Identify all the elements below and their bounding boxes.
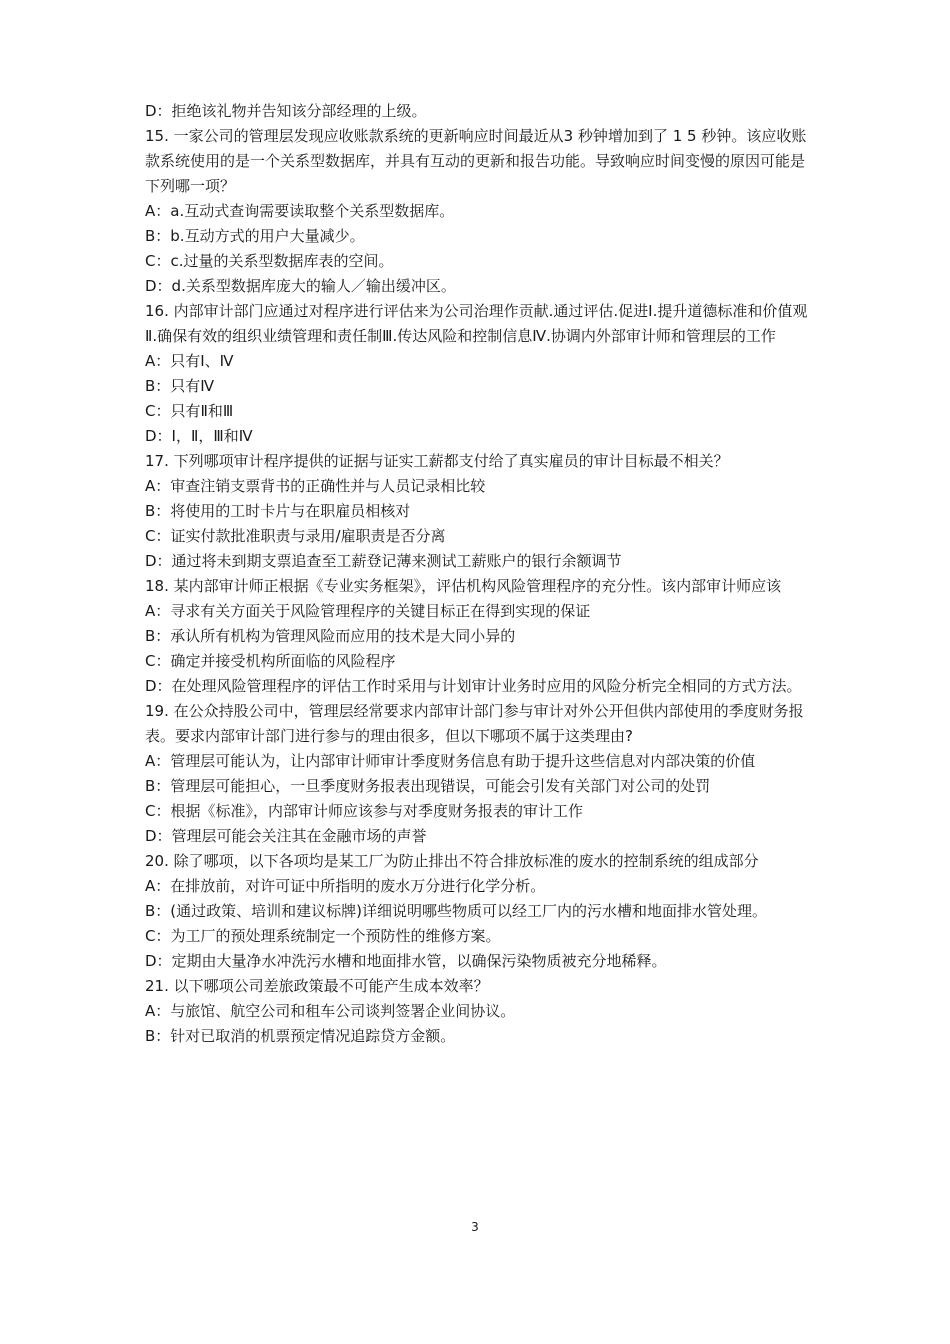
option-line: C：c.过量的关系型数据库表的空间。 bbox=[145, 252, 394, 270]
option-line: B：b.互动方式的用户大量减少。 bbox=[145, 227, 365, 245]
option-line: D：Ⅰ，Ⅱ，Ⅲ和Ⅳ bbox=[145, 427, 253, 445]
question-line: 21. 以下哪项公司差旅政策最不可能产生成本效率？ bbox=[145, 977, 489, 995]
option-line: C：只有Ⅱ和Ⅲ bbox=[145, 402, 234, 420]
option-line: C：为工厂的预处理系统制定一个预防性的维修方案。 bbox=[145, 927, 501, 945]
option-line: D：管理层可能会关注其在金融市场的声誉 bbox=[145, 827, 427, 845]
option-line: A：a.互动式查询需要读取整个关系型数据库。 bbox=[145, 202, 455, 220]
question-line: 17. 下列哪项审计程序提供的证据与证实工薪都支付给了真实雇员的审计目标最不相关？ bbox=[145, 452, 729, 470]
option-line: D：通过将未到期支票追查至工薪登记薄来测试工薪账户的银行余额调节 bbox=[145, 552, 622, 570]
option-line: D：拒绝该礼物并告知该分部经理的上级。 bbox=[145, 102, 427, 120]
option-line: D：在处理风险管理程序的评估工作时采用与计划审计业务时应用的风险分析完全相同的方式方法。 bbox=[145, 677, 802, 695]
option-line: C：根据《标准》，内部审计师应该参与对季度财务报表的审计工作 bbox=[145, 802, 583, 820]
option-line: B：只有Ⅳ bbox=[145, 377, 215, 395]
option-line: B：承认所有机构为管理风险而应用的技术是大同小异的 bbox=[145, 627, 516, 645]
page-number: 3 bbox=[471, 1220, 479, 1234]
option-line: B：管理层可能担心，一旦季度财务报表出现错误，可能会引发有关部门对公司的处罚 bbox=[145, 777, 711, 795]
question-line: 18. 某内部审计师正根据《专业实务框架》，评估机构风险管理程序的充分性。该内部审计师应该 bbox=[145, 577, 782, 595]
option-line: C：证实付款批准职责与录用/雇职责是否分离 bbox=[145, 527, 446, 545]
option-line: A：与旅馆、航空公司和租车公司谈判签署企业间协议。 bbox=[145, 1002, 516, 1020]
question-line: 16. 内部审计部门应通过对程序进行评估来为公司治理作贡献.通过评估.促进Ⅰ.提升道德标准和价值观Ⅱ.确保有效的组织业绩管理和责任制Ⅲ.传达风险和控制信息Ⅳ.协调内外部审计师和管理层的工作 bbox=[145, 302, 808, 345]
option-line: A：只有Ⅰ、Ⅳ bbox=[145, 352, 234, 370]
question-line: 20. 除了哪项，以下各项均是某工厂为防止排出不符合排放标准的废水的控制系统的组成部分 bbox=[145, 852, 759, 870]
question-line: 19. 在公众持股公司中，管理层经常要求内部审计部门参与审计对外公开但供内部使用的季度财务报表。要求内部审计部门进行参与的理由很多，但以下哪项不属于这类理由? bbox=[145, 702, 804, 745]
option-line: D：d.关系型数据库庞大的输人／输出缓冲区。 bbox=[145, 277, 456, 295]
option-line: A：在排放前，对许可证中所指明的废水万分进行化学分析。 bbox=[145, 877, 546, 895]
option-line: B：将使用的工时卡片与在职雇员相核对 bbox=[145, 502, 411, 520]
question-line: 15. 一家公司的管理层发现应收账款系统的更新响应时间最近从3 秒钟增加到了 1 5 秒钟。该应收账款系统使用的是一个关系型数据库，并具有互动的更新和报告功能。导致响应时间变慢的原因可能是下列哪一项？ bbox=[145, 127, 807, 195]
document-body bbox=[145, 99, 815, 1049]
option-line: D：定期由大量净水冲洗污水槽和地面排水管，以确保污染物质被充分地稀释。 bbox=[145, 952, 667, 970]
option-line: A：审查注销支票背书的正确性并与人员记录相比较 bbox=[145, 477, 486, 495]
option-line: C：确定并接受机构所面临的风险程序 bbox=[145, 652, 396, 670]
option-line: B：针对已取消的机票预定情况追踪贷方金额。 bbox=[145, 1027, 456, 1045]
option-line: A：寻求有关方面关于风险管理程序的关键目标正在得到实现的保证 bbox=[145, 602, 591, 620]
option-line: A：管理层可能认为，让内部审计师审计季度财务信息有助于提升这些信息对内部决策的价值 bbox=[145, 752, 756, 770]
option-line: B：(通过政策、培训和建议标牌)详细说明哪些物质可以经工厂内的污水槽和地面排水管处理。 bbox=[145, 902, 767, 920]
